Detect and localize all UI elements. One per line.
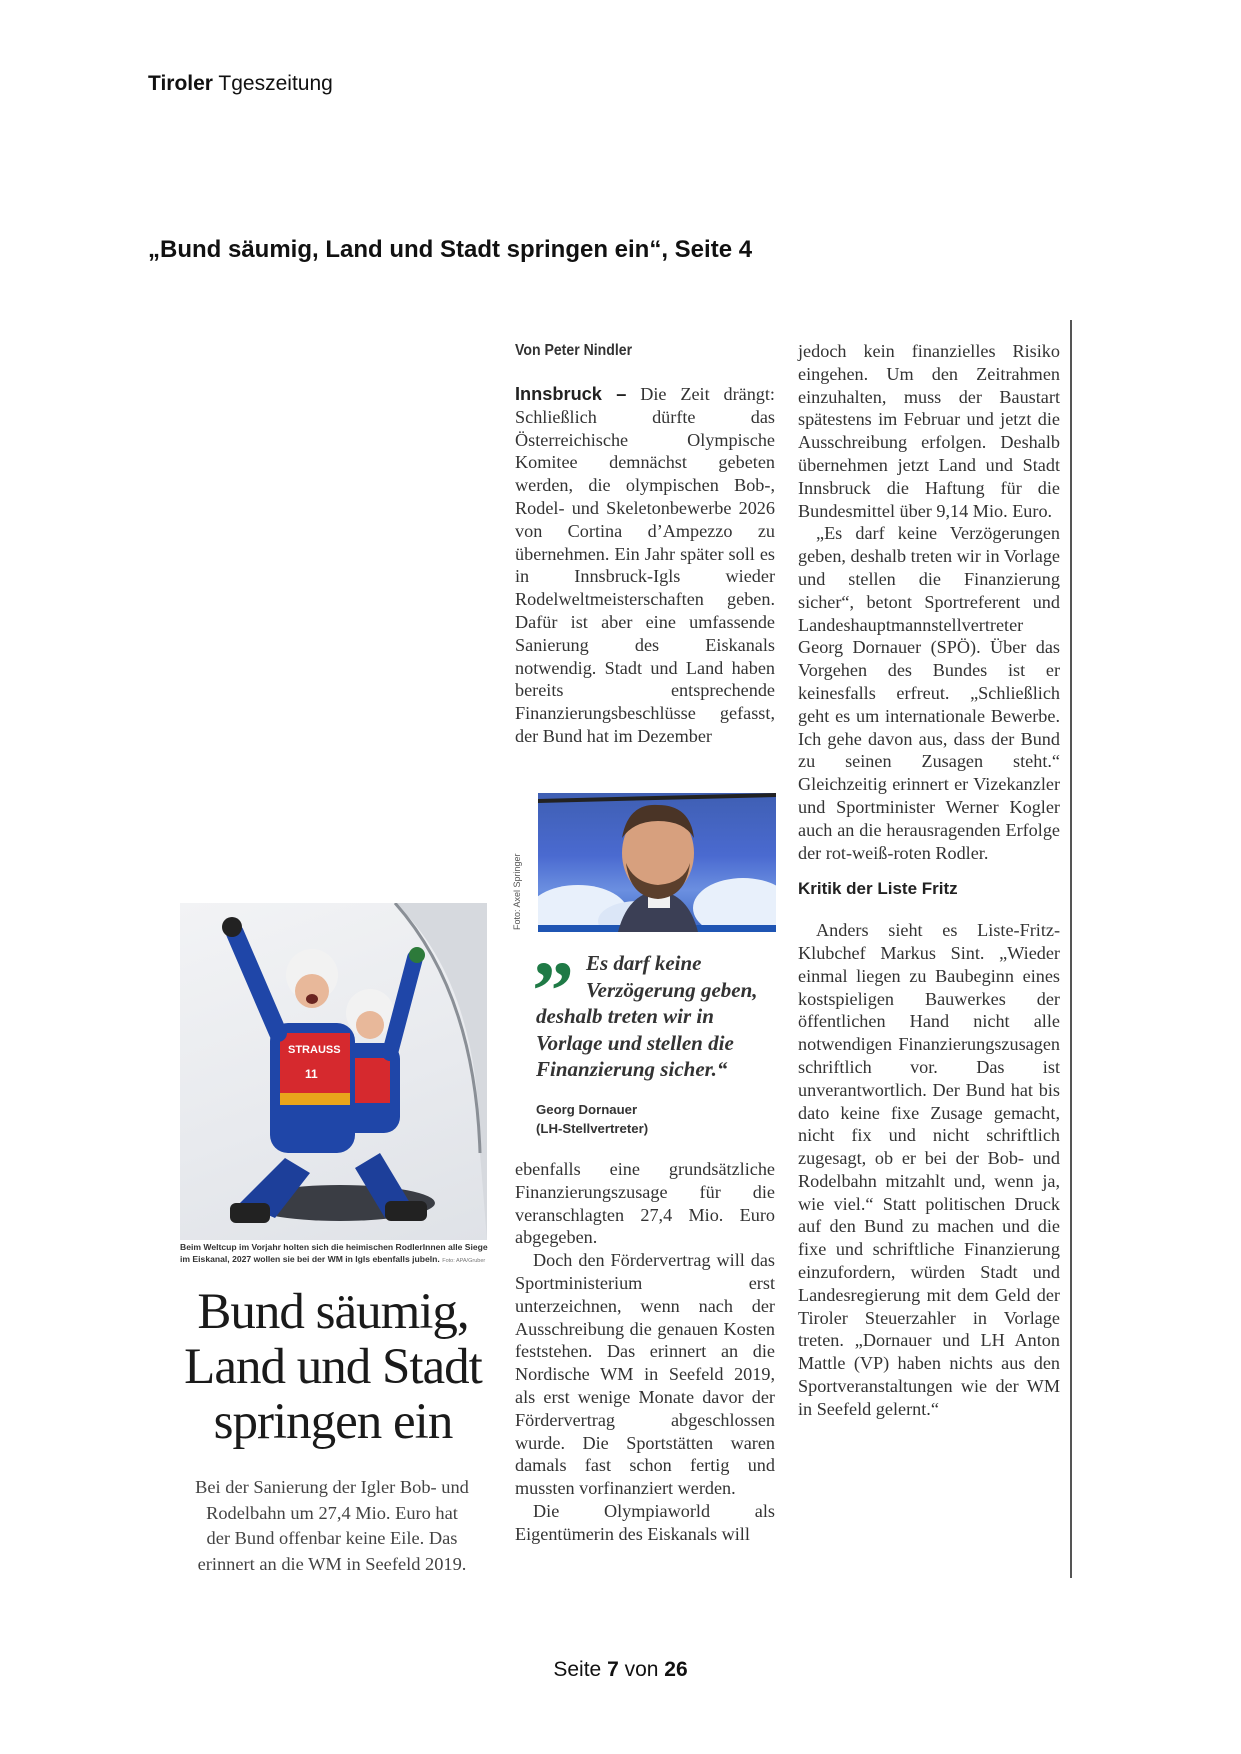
pull-quote-line: Verzögerung geben, (586, 977, 758, 1002)
headline-line: Bund säumig, (197, 1284, 469, 1340)
svg-text:11: 11 (305, 1067, 318, 1081)
paragraph: „Es darf keine Verzögerungen geben, deshalb treten wir in Vorlage und stellen die Finanzierung sicher“, betont Sportreferent und Landeshauptmannstellvertreter Georg Dornauer (SPÖ). Über das Vorgehen des Bundes ist er keinesfalls erfreut. „Schließlich geht es um internationale Bewerbe. Ich gehe davon aus, dass der Bund zu seinen Zusagen steht.“ Gleichzeitig erinnert er Vizekanzler und Sportminister Werner Kogler auch an die herausragenden Erfolge der rot-weiß-roten Rodler. (798, 523, 1060, 863)
paragraph: ebenfalls eine grundsätzliche Finanzierungszusage für die veranschlagten 27,4 Mio. Euro abgegeben. (515, 1159, 775, 1248)
pull-quote-line: Vorlage und stellen die (536, 1030, 734, 1055)
article-column-1-top (515, 383, 775, 748)
publication-name-rest: Tgeszeitung (212, 72, 333, 95)
paragraph: Anders sieht es Liste-Fritz-Klubchef Markus Sint. „Wieder einmal liegen zu Baubeginn eines kostspieligen Bauwerkes der öffentlichen Hand nicht alle notwendigen Finanzierungszusagen schriftlich vor. Das ist unverantwortlich. Der Bund hat bis dato keine fixe Zusage gemacht, nicht fix und nicht schriftlich zugesagt, ob er bei der Bob- und Rodelbahn mitzahlt und, wenn ja, wie viel.“ Statt politischen Druck auf den Bund zu machen und die fixe und schriftliche Finanzierung einzufordern, würden Stadt und Landesregierung mit dem Geld der Tiroler Steuerzahler in Vorlage treten. „Dornauer und LH Anton Mattle (VP) haben nichts aus den Sportveranstaltungen wie der WM in Seefeld gelernt.“ (798, 920, 1060, 1419)
page-current: 7 (607, 1658, 619, 1681)
page-label: Seite (553, 1658, 608, 1681)
teaser-line: erinnert an die WM in Seefeld 2019. (197, 1553, 467, 1574)
paragraph: jedoch kein finanzielles Risiko eingehen. Um den Zeitrahmen einzuhalten, muss der Baustart spätestens im Februar und jetzt die Ausschreibung erfolgen. Deshalb übernehmen jetzt Land und Stadt Innsbruck die Haftung für die Bundesmittel über 9,14 Mio. Euro. (798, 341, 1060, 521)
page-of-label: von (618, 1658, 665, 1681)
article-column-2 (798, 340, 1060, 1421)
portrait-photo (538, 793, 776, 932)
pull-quote-line: Finanzierung sicher.“ (536, 1057, 728, 1082)
page-total: 26 (664, 1658, 688, 1681)
photo-caption-text: Beim Weltcup im Vorjahr holten sich die heimischen RodlerInnen alle Siege im Eiskanal, 2027 wollen sie bei der WM in Igls ebenfalls jubeln. (180, 1242, 488, 1264)
paragraph: Doch den Fördervertrag will das Sportministerium erst unterzeichnen, wenn nach der Ausschreibung die genauen Kosten feststehen. Das erinnert an die Nordische WM in Seefeld 2019, als erst wenige Monate davor der Fördervertrag abgeschlossen wurde. Die Sportstätten waren damals fast schon fertig und mussten vorfinanziert werden. (515, 1250, 775, 1499)
paragraph: Die Olympiaworld als Eigentümerin des Eiskanals will (515, 1500, 775, 1544)
luge-photo (180, 903, 487, 1240)
luge-athletes-image (180, 903, 487, 1240)
page-number (0, 1658, 1241, 1682)
article-headline (172, 1285, 494, 1450)
article-column-1-bottom (515, 1158, 775, 1546)
publication-name-bold: Tiroler (148, 72, 213, 95)
pull-quote-line: deshalb treten wir in (536, 1004, 714, 1029)
quote-mark-icon: ” (532, 945, 574, 1038)
teaser-line: Bei der Sanierung der Igler Bob- und (195, 1477, 469, 1497)
pull-quote-attribution (536, 1100, 648, 1138)
dateline: Innsbruck – (515, 384, 627, 404)
paragraph-text: Die Zeit drängt: Schließlich dürfte das Österreichische Olympische Komitee demnächst gebeten werden, die olympischen Bob-, Rodel- und Skeletonbewerbe 2026 von Cortina d’Ampezzo zu übernehmen. Ein Jahr später soll es in Innsbruck-Igls wieder Rodelweltmeisterschaften geben. Dafür ist aber eine umfassende Sanierung des Eiskanals notwendig. Stadt und Land haben bereits entsprechende Finanzierungsbeschlüsse gefasst, der Bund hat im Dezember (515, 384, 775, 746)
photo-caption (180, 1241, 490, 1267)
pull-quote (536, 950, 784, 1083)
teaser-line: der Bund offenbar keine Eile. Das (206, 1528, 458, 1548)
headline-line: Land und Stadt (184, 1339, 482, 1395)
article-reference-heading: „Bund säumig, Land und Stadt springen ein“, Seite 4 (148, 236, 753, 263)
svg-text:STRAUSS: STRAUSS (288, 1044, 341, 1056)
teaser-line: Rodelbahn um 27,4 Mio. Euro hat (206, 1502, 458, 1523)
column-divider (1070, 320, 1072, 1578)
pull-quote-line: Es darf keine (586, 951, 702, 975)
headline-line: springen ein (213, 1394, 453, 1450)
portrait-image (538, 793, 776, 932)
paragraph (515, 383, 775, 748)
article-teaser (176, 1475, 488, 1577)
article-byline: Von Peter Nindler (515, 342, 633, 359)
pull-quote-role: (LH-Stellvertreter) (536, 1121, 649, 1136)
section-subheading: Kritik der Liste Fritz (798, 879, 958, 899)
pull-quote-author: Georg Dornauer (536, 1102, 638, 1117)
photo-credit: Foto: APA/Gruber (442, 1258, 486, 1264)
publication-name (148, 72, 333, 96)
portrait-photo-credit: Foto: Axel Springer (512, 853, 522, 930)
